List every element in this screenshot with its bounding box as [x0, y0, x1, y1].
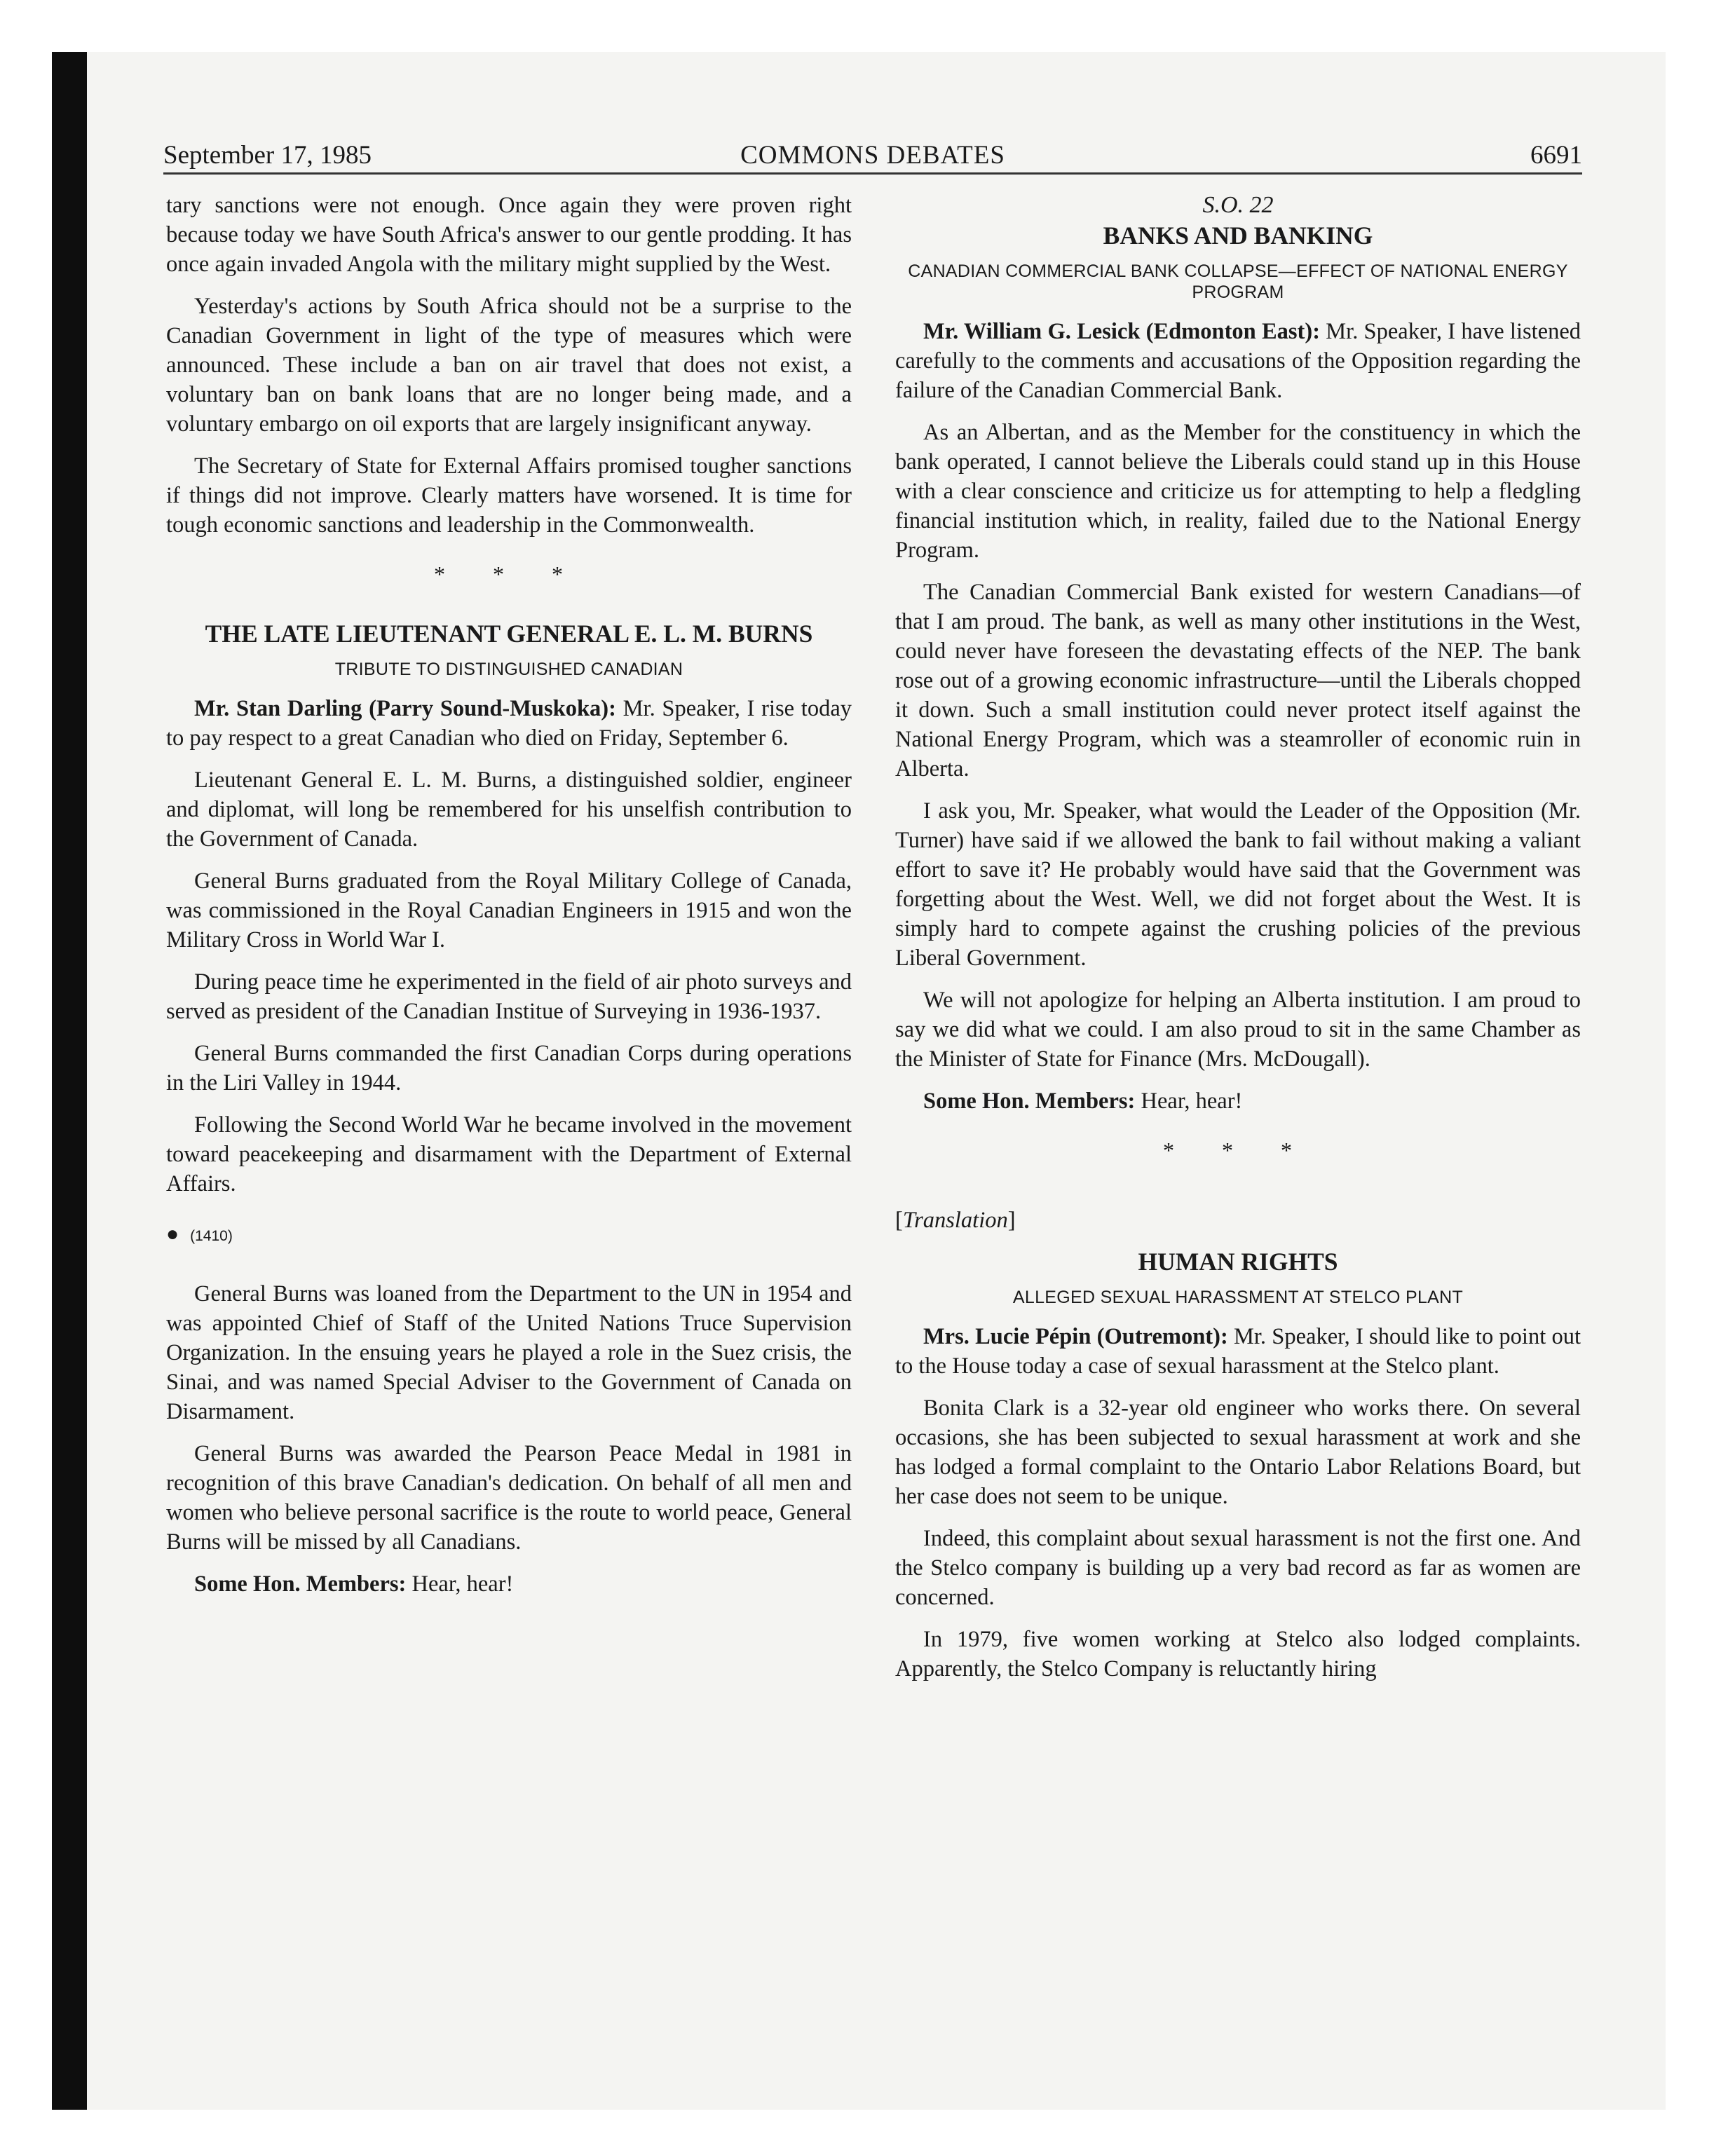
- section-subheading: CANADIAN COMMERCIAL BANK COLLAPSE—EFFECT OF NATIONAL ENERGY PROGRAM: [908, 261, 1568, 302]
- bracket-close: ]: [1007, 1208, 1016, 1233]
- speaker-name: Mr. William G. Lesick (Edmonton East):: [923, 319, 1321, 344]
- bullet-icon: ●: [166, 1222, 179, 1246]
- paragraph: Yesterday's actions by South Africa should not be a surprise to the Canadian Government in light of the type of measures which were announced. These include a ban on air travel that does not exist, a voluntary ban on bank loans that are no longer being made, and a voluntary embargo on oil exports that are largely insignificant anyway.: [166, 294, 852, 437]
- speech-text: Mr. Speaker, I have listened carefully to the comments and accusations of the Opposition regarding the failure of the Canadian Commercial Bank.: [895, 319, 1581, 403]
- paragraph: During peace time he experimented in the field of air photo surveys and served as president of the Canadian Institue of Surveying in 1936-1937.: [166, 969, 852, 1024]
- time-marker-text: (1410): [190, 1228, 233, 1244]
- speech-text: Mr. Speaker, I rise today to pay respect to a great Canadian who died on Friday, September 6.: [166, 696, 852, 751]
- speech-paragraph: [895, 317, 1581, 405]
- speaker-name: Mr. Stan Darling (Parry Sound-Muskoka):: [194, 696, 616, 721]
- section-separator: * * *: [1163, 1138, 1313, 1163]
- paragraph: Following the Second World War he became involved in the movement toward peacekeeping and disarmament with the Department of External Affairs.: [166, 1112, 852, 1196]
- section-subheading: ALLEGED SEXUAL HARASSMENT AT STELCO PLANT: [1012, 1288, 1464, 1307]
- header-date: September 17, 1985: [163, 141, 372, 170]
- speech-text: Hear, hear!: [406, 1571, 514, 1597]
- header-page-number: 6691: [1530, 141, 1582, 170]
- scan-edge-bar: [52, 52, 87, 2110]
- paragraph: Lieutenant General E. L. M. Burns, a distinguished soldier, engineer and diplomat, will long be remembered for his unselfish contribution to the Government of Canada.: [166, 767, 852, 852]
- paragraph: Indeed, this complaint about sexual harassment is not the first one. And the Stelco company is building up a very bad record as far as women are concerned.: [895, 1526, 1581, 1610]
- paragraph: The Canadian Commercial Bank existed for western Canadians—of that I am proud. The bank, as well as many other institutions in the West, could never have foreseen the devastating effects of the NEP. The bank rose out of a growing economic infrastructure—until the Liberals chopped it down. Such a small institution could never protect itself against the National Energy Program, which was a steamroller of economic ruin in Alberta.: [895, 580, 1581, 782]
- right-column: [895, 191, 1581, 1696]
- speech-paragraph: [166, 694, 852, 753]
- speaker-name: Mrs. Lucie Pépin (Outremont):: [923, 1324, 1228, 1349]
- paragraph: In 1979, five women working at Stelco also lodged complaints. Apparently, the Stelco Company is reluctantly hiring: [895, 1627, 1581, 1681]
- speech-paragraph: [895, 1086, 1581, 1116]
- paragraph: General Burns commanded the first Canadian Corps during operations in the Liri Valley in 1944.: [166, 1041, 852, 1096]
- speaker-name: Some Hon. Members:: [923, 1089, 1136, 1114]
- paragraph: As an Albertan, and as the Member for the constituency in which the bank operated, I cannot believe the Liberals could stand up in this House with a clear conscience and criticize us for attempting to help a fledgling financial institution which, in reality, failed due to the National Energy Program.: [895, 420, 1581, 563]
- paragraph: Bonita Clark is a 32-year old engineer who works there. On several occasions, she has been subjected to sexual harassment at work and she has lodged a formal complaint to the Ontario Labor Relations Board, but her case does not seem to be unique.: [895, 1396, 1581, 1509]
- paragraph: We will not apologize for helping an Alberta institution. I am proud to say we did what we could. I am also proud to sit in the same Chamber as the Minister of State for Finance (Mrs. McDougall).: [895, 988, 1581, 1072]
- speech-text: Hear, hear!: [1135, 1089, 1243, 1114]
- translation-label: [895, 1206, 1581, 1235]
- paragraph: General Burns graduated from the Royal Military College of Canada, was commissioned in the Royal Canadian Engineers in 1915 and won the Military Cross in World War I.: [166, 868, 852, 953]
- section-subheading: TRIBUTE TO DISTINGUISHED CANADIAN: [334, 660, 683, 679]
- speech-text: Mr. Speaker, I should like to point out to the House today a case of sexual harassment at the Stelco plant.: [895, 1324, 1581, 1379]
- paragraph: The Secretary of State for External Affairs promised tougher sanctions if things did not improve. Clearly matters have worsened. It is time for tough economic sanctions and leadership in the Commonwealth.: [166, 453, 852, 538]
- left-column: [166, 191, 852, 1611]
- running-header: [163, 139, 1582, 175]
- section-heading: HUMAN RIGHTS: [1138, 1248, 1338, 1276]
- translation-text: Translation: [902, 1208, 1008, 1233]
- time-marker: [166, 1224, 852, 1247]
- speech-paragraph: [895, 1322, 1581, 1381]
- standing-order-label: S.O. 22: [1202, 192, 1274, 218]
- section-separator: * * *: [434, 561, 584, 587]
- bracket-open: [: [895, 1208, 903, 1233]
- header-journal-title: COMMONS DEBATES: [740, 141, 1005, 170]
- section-heading: BANKS AND BANKING: [1103, 221, 1373, 250]
- speech-paragraph: [166, 1569, 852, 1599]
- paragraph: General Burns was awarded the Pearson Peace Medal in 1981 in recognition of this brave Canadian's dedication. On behalf of all men and women who believe personal sacrifice is the route to world peace, General Burns will be missed by all Canadians.: [166, 1441, 852, 1555]
- speaker-name: Some Hon. Members:: [194, 1571, 407, 1597]
- paragraph: tary sanctions were not enough. Once again they were proven right because today we have South Africa's answer to our gentle prodding. It has once again invaded Angola with the military might supplied by the West.: [166, 193, 852, 277]
- paragraph: I ask you, Mr. Speaker, what would the Leader of the Opposition (Mr. Turner) have said if we allowed the bank to fail without making a valiant effort to save it? He probably would have said that the Government was forgetting about the West. Well, we did not forget about the West. It is simply hard to compete against the crushing policies of the previous Liberal Government.: [895, 798, 1581, 971]
- paragraph: General Burns was loaned from the Department to the UN in 1954 and was appointed Chief of Staff of the United Nations Truce Supervision Organization. In the ensuing years he played a role in the Suez crisis, the Sinai, and was named Special Adviser to the Government of Canada on Disarmament.: [166, 1281, 852, 1424]
- section-heading: THE LATE LIEUTENANT GENERAL E. L. M. BURNS: [205, 620, 813, 648]
